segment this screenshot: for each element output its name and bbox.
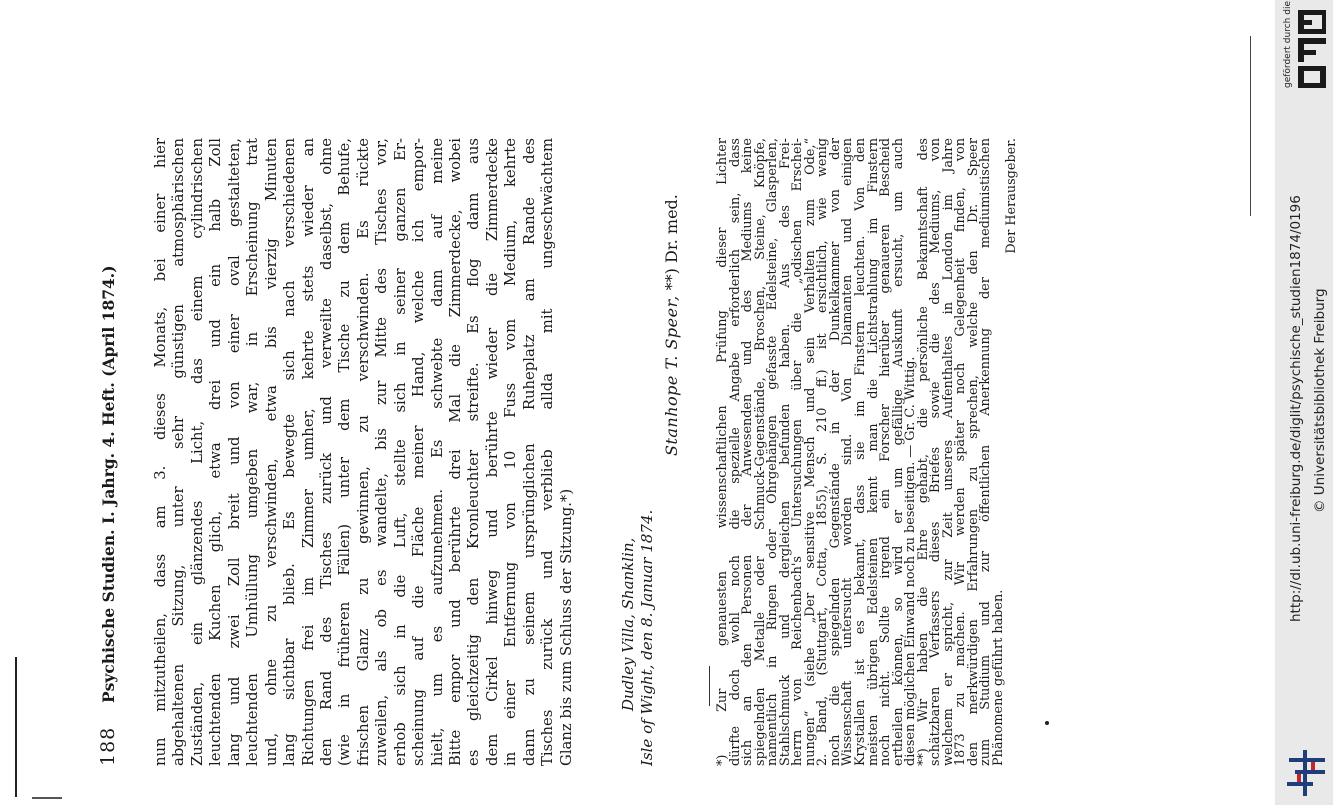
footnote-line: 2. Band, (Stuttgart, Cotta, 1855), S. 210 ff.) ist ersichtlich, wie wenig <box>815 138 831 766</box>
footnote-line: diesen möglichen Einwand noch zu beseitigen. — Gr. C. Wittig. <box>903 356 919 766</box>
footnote-line: Phänomene geführt haben. <box>991 589 1007 766</box>
text-line: zuweilen, als ob es wandelte, bis zur Mitte des Tisches vor, <box>373 138 391 766</box>
footnote-line: meisten übrigen Edelsteinen kennt man die Lichtstrahlung im Finstern <box>865 138 881 766</box>
footnote-line: sich an den Personen der Anwesenden und des Mediums keine <box>740 138 756 766</box>
text-line: es gleichzeitig den Kronleuchter streifte. Es flog dann aus <box>465 138 483 766</box>
text-line: den Rand des Tisches zurück und verweilte daselbst, ohne <box>317 138 335 766</box>
text-line: (wie in früheren Fällen) unter dem Tische zu dem Behufe, <box>336 138 354 766</box>
text-line: Bitte empor und berührte drei Mal die Zimmerdecke, wobei <box>447 138 464 766</box>
footnote-line: ertheilen können, so wird er um gefällige Auskunft ersucht, um auch <box>890 138 906 766</box>
footnote-rule <box>709 666 710 706</box>
footnote-line: Stahlschmuck und dergleichen befunden haben. Aus des Frei- <box>777 138 793 766</box>
author-title: Dr. med. <box>662 194 681 263</box>
page-header <box>97 138 121 766</box>
copyright-notice: © Universitätsbibliothek Freiburg <box>1312 288 1328 513</box>
text-line: in einer Entfernung von 10 Fuss vom Medium, kehrte <box>502 138 520 766</box>
article-body <box>152 138 576 766</box>
footnote-line: **) Wir haben die Ehre gehabt, die persönliche Bekanntschaft des <box>915 138 931 766</box>
funding-note: gefördert durch die <box>1283 1 1293 88</box>
author-name: Stanhope T. Speer, <box>662 295 681 456</box>
footnote-line: noch die spiegelnden Gegenstände in der Dunkelkammer von der <box>827 138 843 766</box>
text-line: Tisches zurück und verblieb allda mit ungeschwächtem <box>539 138 557 766</box>
text-line: nun mitzutheilen, dass am 3. dieses Monats, bei einer hier <box>152 138 169 766</box>
document-url[interactable]: http://dl.ub.uni-freiburg.de/diglit/psychische_studien1874/0196 <box>1288 195 1304 622</box>
text-line: frischen Glanz zu gewinnen, zu verschwinden. Es rückte <box>354 138 372 766</box>
footnotes <box>717 138 1018 766</box>
signature-name <box>662 194 681 456</box>
footnote-line: welchem er spricht, zur Zeit unseres Aufenthaltes in London im Jahre <box>940 138 956 766</box>
text-line: dann zu seinem ursprünglichen Ruheplatz am Rande des <box>520 138 538 766</box>
text-line: leuchtenden Kuchen glich, etwa drei und ein halb Zoll <box>207 138 225 766</box>
text-line: Glanz bis zum Schluss der Sitzung.*) <box>557 488 575 766</box>
footnote-line: nungen“ (siehe „Der sensitive Mensch und sein Verhalten zum Ode,“ <box>802 138 818 766</box>
text-line: erhob sich in die Luft, stellte sich in seiner ganzen Er- <box>391 138 409 766</box>
footnote-line: Wissenschaft untersucht worden sind. Von Diamanten und einigen <box>840 138 856 766</box>
signature-date: Isle of Wight, den 8. Januar 1874. <box>638 509 656 766</box>
footnote-line: spiegelnden Metalle oder Schmuck-Gegenstände, Broschen, Steine, Knöpfe, <box>752 138 768 766</box>
text-line: lang und zwei Zoll breit und von einer oval gestalteten, <box>225 138 243 766</box>
running-head: Psychische Studien. I. Jahrg. 4. Heft. (April 1874.) <box>99 265 118 703</box>
text-line: abgehaltenen Sitzung, unter sehr günstigen atmosphärischen <box>170 138 188 766</box>
text-line: und, ohne zu verschwinden, etwa bis vierzig Minuten <box>262 138 280 766</box>
footnote-line: den merkwürdigen Erfahrungen zu sprechen, welche den Dr. Speer <box>965 138 981 766</box>
margin-mark <box>15 657 17 797</box>
footnote-line: *) Zur genauesten wissenschaftlichen Prüfung dieser Lichter <box>715 138 730 766</box>
text-line: hielt, um es aufzunehmen. Es schwebte dann auf meine <box>428 138 446 766</box>
text-line: Zuständen, ein glänzendes Licht, das einem cylindrischen <box>188 138 206 766</box>
text-line: Richtungen frei im Zimmer umher, kehrte stets wieder an <box>299 138 317 766</box>
text-line: leuchtenden Umhüllung umgeben war, in Erscheinung trat <box>244 138 262 766</box>
footnote-line: schätzbaren Verfassers dieses Briefes sowie die des Mediums, von <box>928 138 944 766</box>
text-line: dem Cirkel hinweg und berührte wieder die Zimmerdecke <box>483 138 501 766</box>
footnote-line: Krystallen ist es bekannt, dass sie im Finstern leuchten. Von den <box>853 138 869 766</box>
page-text-block <box>97 138 1117 766</box>
footnote-line: zum Studium und zur öffentlichen Anerkennung der mediumistischen <box>978 138 994 766</box>
text-line: lang sichtbar blieb. Es bewegte sich nach verschiedenen <box>281 138 299 766</box>
university-library-logo-icon <box>1285 748 1329 798</box>
page-number: 188 <box>97 726 119 766</box>
signature-place: Dudley Villa, Shanklin, <box>619 537 637 711</box>
footnote-mark: **) <box>662 268 681 291</box>
dfg-logo <box>1296 6 1328 92</box>
footnote-line: herrn von Reichenbach's Untersuchungen über die „odischen Erschei- <box>790 138 806 766</box>
footnote-line: 1873 zu machen. Wir werden später noch Gelegenheit finden, von <box>953 138 969 766</box>
text-line: scheinung auf die Fläche meiner Hand, welche ich empor- <box>410 138 428 766</box>
footnote-line: Der Herausgeber. <box>1003 138 1019 254</box>
footnote-line: dürfte doch wohl noch die spezielle Angabe erforderlich sein, dass <box>727 138 743 766</box>
margin-mark <box>32 797 62 799</box>
margin-mark <box>1250 36 1251 216</box>
footnote-line: noch nicht. Sollte irgend ein Forscher hierüber genaueren Bescheid <box>878 138 894 766</box>
footnote-line: namentlich in Ringen oder Ohrgehängen gefasste Edelsteine, Glasperlen, <box>765 138 781 766</box>
